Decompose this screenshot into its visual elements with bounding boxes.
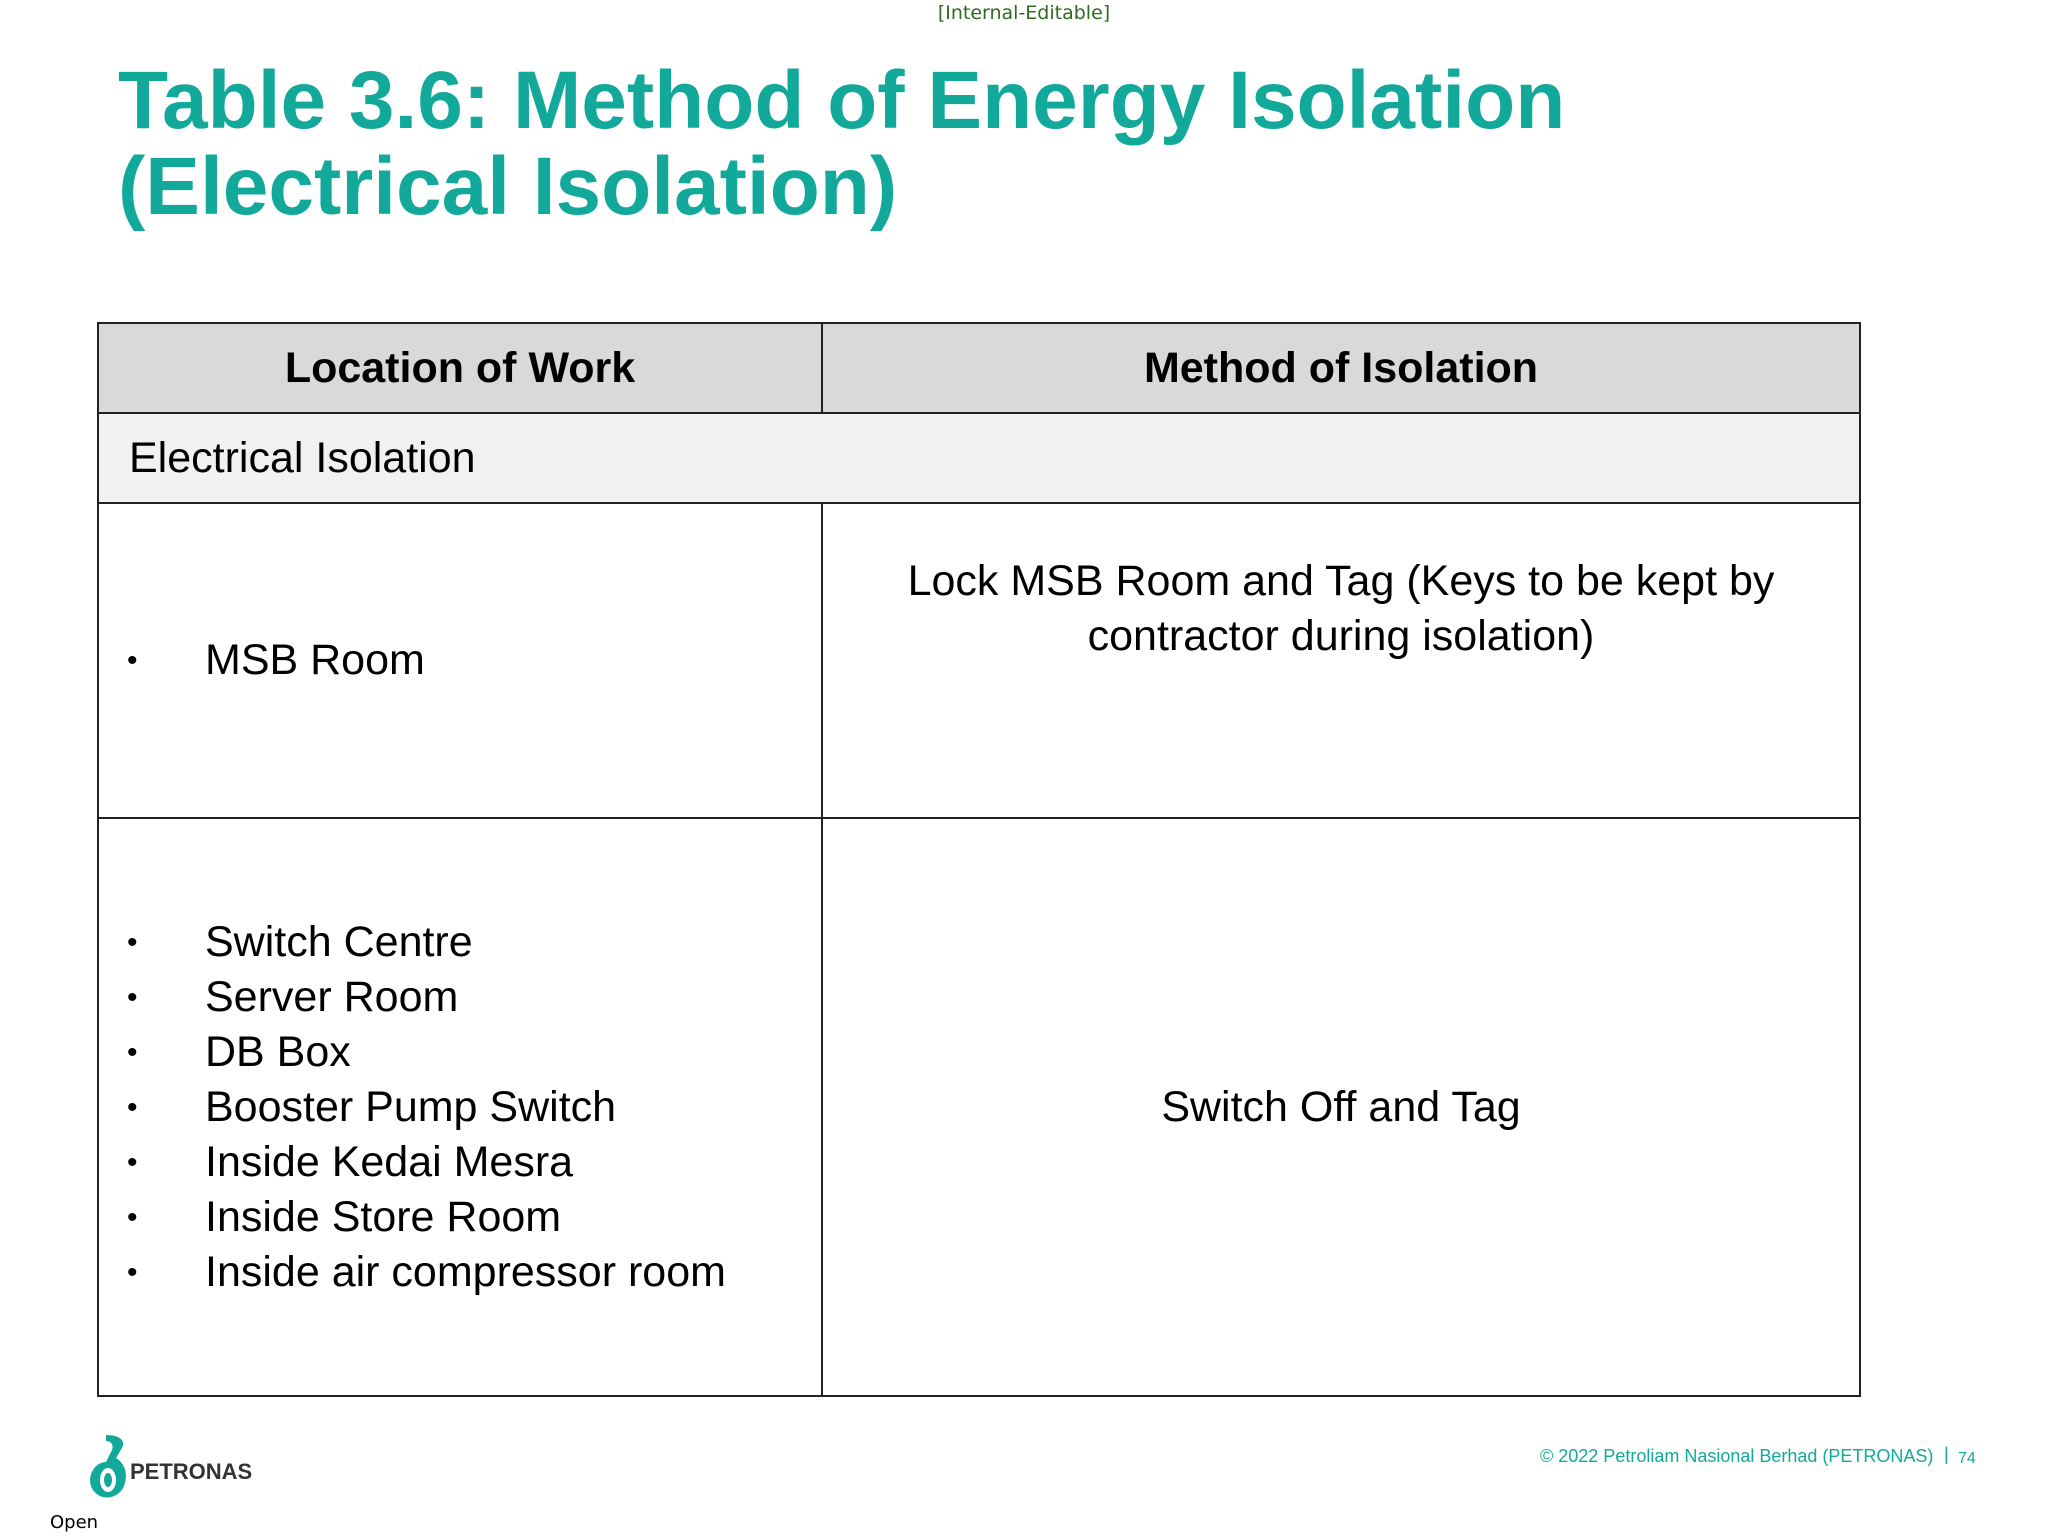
- location-text: Booster Pump Switch: [205, 1082, 617, 1131]
- location-list: [99, 915, 821, 1300]
- section-row: [98, 413, 1860, 503]
- location-text: Switch Centre: [205, 917, 473, 966]
- list-item: [127, 1080, 821, 1135]
- bullet: •: [127, 925, 138, 959]
- table-header-row: [98, 323, 1860, 413]
- location-cell: [98, 503, 822, 818]
- list-item: [127, 915, 821, 970]
- method-cell: Lock MSB Room and Tag (Keys to be kept by contractor during isolation): [822, 503, 1860, 818]
- logo-text: PETRONAS: [130, 1459, 253, 1484]
- header-location-of-work: Location of Work: [98, 323, 822, 413]
- list-item: [127, 970, 821, 1025]
- slide-title: [118, 55, 1566, 232]
- location-cell: [98, 818, 822, 1396]
- petronas-logo-icon: [86, 1432, 130, 1502]
- method-cell: Switch Off and Tag: [822, 818, 1860, 1396]
- bullet: •: [127, 1255, 138, 1289]
- page-separator: |: [1944, 1444, 1949, 1464]
- location-text: Server Room: [205, 972, 459, 1021]
- list-item: [127, 1245, 821, 1300]
- location-text: Inside Kedai Mesra: [205, 1137, 574, 1186]
- bullet: •: [127, 1090, 138, 1124]
- list-item: [127, 1025, 821, 1080]
- bullet: •: [127, 644, 138, 677]
- location-text: Inside air compressor room: [205, 1247, 726, 1296]
- header-method-of-isolation: Method of Isolation: [822, 323, 1860, 413]
- slide-title-line-2: (Electrical Isolation): [118, 141, 898, 232]
- open-label: Open: [50, 1512, 99, 1533]
- classification-tag: [Internal-Editable]: [937, 2, 1111, 24]
- page-number: 74: [1958, 1450, 1976, 1467]
- slide-title-line-1: Table 3.6: Method of Energy Isolation: [118, 55, 1566, 146]
- isolation-table: [97, 322, 1861, 1397]
- list-item: [127, 633, 821, 688]
- location-list: [99, 633, 821, 688]
- table-row: [98, 818, 1860, 1396]
- bullet: •: [127, 980, 138, 1014]
- bullet: •: [127, 1035, 138, 1069]
- bullet: •: [127, 1145, 138, 1179]
- location-text: MSB Room: [205, 636, 425, 684]
- petronas-logo: [86, 1432, 253, 1502]
- table-row: [98, 503, 1860, 818]
- section-label: Electrical Isolation: [98, 413, 1860, 503]
- location-text: Inside Store Room: [205, 1192, 562, 1241]
- location-text: DB Box: [205, 1027, 351, 1076]
- bullet: •: [127, 1200, 138, 1234]
- list-item: [127, 1135, 821, 1190]
- copyright-text: © 2022 Petroliam Nasional Berhad (PETRONAS): [1540, 1446, 1934, 1466]
- list-item: [127, 1190, 821, 1245]
